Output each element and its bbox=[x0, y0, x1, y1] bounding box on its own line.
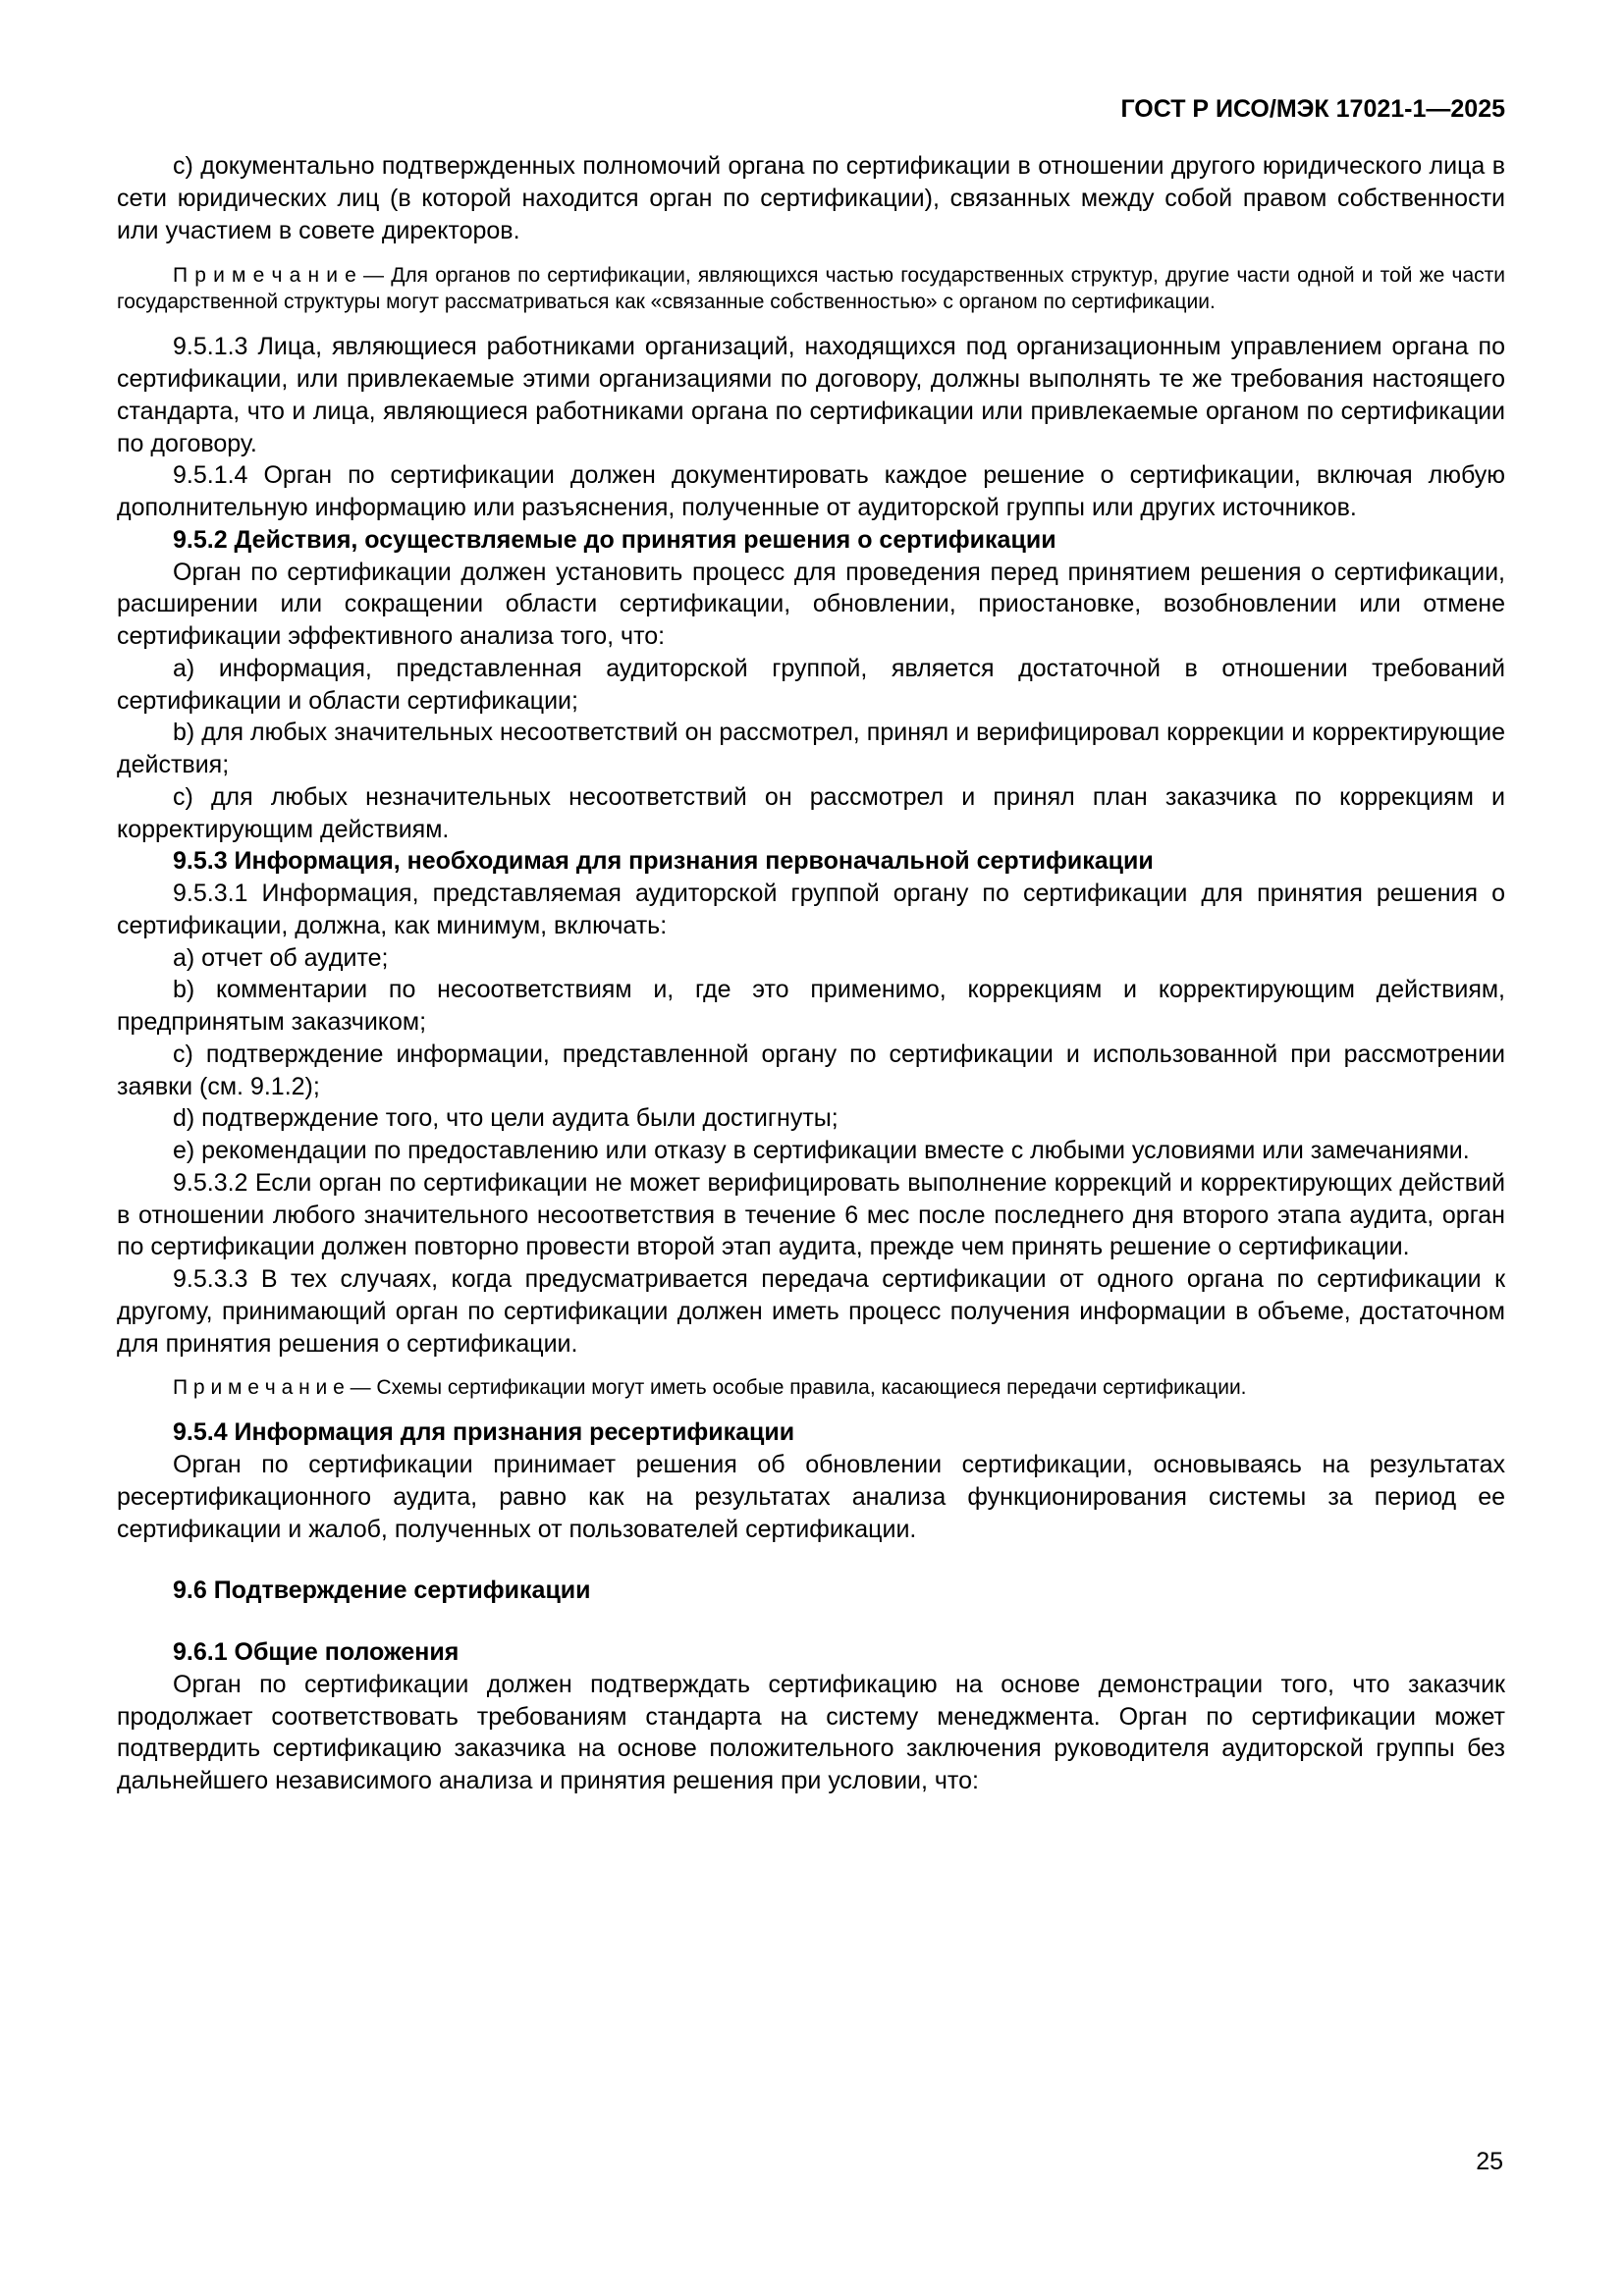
body-paragraph: е) рекомендации по предоставлению или отказу в сертификации вместе с любыми условиями или замечаниями. bbox=[173, 1137, 1470, 1165]
body-paragraph: 9.5.3.3 В тех случаях, когда предусматривается передача сертификации от одного органа по сертификации к другому, принимающий орган по сертификации должен иметь процесс получения информации в объеме, достаточном для принятия решения о сертификации. bbox=[117, 1265, 1505, 1358]
body-paragraph: Орган по сертификации принимает решения об обновлении сертификации, основываясь на результатах ресертификационного аудита, равно как на результатах анализа функционирования системы за период ее сертификации и жалоб, полученных от пользователей сертификации. bbox=[117, 1451, 1505, 1543]
section-heading: 9.5.2 Действия, осуществляемые до принятия решения о сертификации bbox=[173, 525, 1056, 554]
body-paragraph: с) подтверждение информации, представленной органу по сертификации и использованной при рассмотрении заявки (см. 9.1.2); bbox=[117, 1040, 1505, 1100]
section-heading: 9.5.3 Информация, необходимая для признания первоначальной сертификации bbox=[173, 847, 1154, 876]
body-paragraph: а) отчет об аудите; bbox=[173, 943, 389, 972]
body-paragraph: 9.5.1.3 Лица, являющиеся работниками организаций, находящихся под организационным управлением органа по сертификации, или привлекаемые этими организациями по договору, должны выполнять те же требования настоящего стандарта, что и лица, являющиеся работниками органа по сертификации или привлекаемые органом по сертификации по договору. bbox=[117, 333, 1505, 457]
document-content bbox=[117, 150, 1505, 1797]
body-paragraph: а) информация, представленная аудиторской группой, является достаточной в отношении требований сертификации и области сертификации; bbox=[117, 654, 1505, 715]
body-paragraph: b) комментарии по несоответствиям и, где это применимо, коррекциям и корректирующим действиям, предпринятым заказчиком; bbox=[117, 976, 1505, 1037]
body-paragraph: 9.5.3.2 Если орган по сертификации не может верифицировать выполнение коррекций и корректирующих действий в отношении любого значительного несоответствия в течение 6 мес после последнего дня второго этапа аудита, орган по сертификации должен повторно провести второй этап аудита, прежде чем принять решение о сертификации. bbox=[117, 1168, 1505, 1261]
body-paragraph: 9.5.3.1 Информация, представляемая аудиторской группой органу по сертификации для принятия решения о сертификации, должна, как минимум, включать: bbox=[117, 880, 1505, 939]
body-paragraph: Орган по сертификации должен установить процесс для проведения перед принятием решения о сертификации, расширении или сокращении области сертификации, обновлении, приостановке, возобновлении или отмене сертификации эффективного анализа того, что: bbox=[117, 558, 1505, 651]
body-paragraph: b) для любых значительных несоответствий он рассмотрел, принял и верифицировал коррекции и корректирующие действия; bbox=[117, 719, 1505, 779]
body-paragraph: с) документально подтвержденных полномочий органа по сертификации в отношении другого юридического лица в сети юридических лиц (в которой находится орган по сертификации), связанных между собой правом собственности или участием в совете директоров. bbox=[117, 152, 1505, 244]
page-number: 25 bbox=[1476, 2148, 1503, 2175]
body-paragraph: 9.5.1.4 Орган по сертификации должен документировать каждое решение о сертификации, включая любую дополнительную информацию или разъяснения, полученные от аудиторской группы или других источников. bbox=[117, 461, 1505, 522]
section-heading: 9.6 Подтверждение сертификации bbox=[173, 1576, 591, 1605]
section-heading: 9.6.1 Общие положения bbox=[173, 1638, 460, 1667]
body-paragraph: Орган по сертификации должен подтверждать сертификацию на основе демонстрации того, что заказчик продолжает соответствовать требованиям стандарта на систему менеджмента. Орган по сертификации может подтвердить сертификацию заказчика на основе положительного заключения руководителя аудиторской группы без дальнейшего независимого анализа и принятия решения при условии, что: bbox=[117, 1670, 1505, 1795]
note-paragraph: П р и м е ч а н и е — Для органов по сертификации, являющихся частью государственных структур, другие части одной и той же части государственной структуры могут рассматриваться как «связанные собственностью» с органом по сертификации. bbox=[117, 263, 1505, 314]
section-heading: 9.5.4 Информация для признания ресертификации bbox=[173, 1418, 795, 1447]
document-header: ГОСТ Р ИСО/МЭК 17021-1—2025 bbox=[1120, 95, 1505, 123]
note-paragraph: П р и м е ч а н и е — Схемы сертификации могут иметь особые правила, касающиеся передачи сертификации. bbox=[173, 1376, 1247, 1400]
body-paragraph: d) подтверждение того, что цели аудита были достигнуты; bbox=[173, 1104, 839, 1133]
body-paragraph: с) для любых незначительных несоответствий он рассмотрел и принял план заказчика по коррекциям и корректирующим действиям. bbox=[117, 782, 1505, 843]
